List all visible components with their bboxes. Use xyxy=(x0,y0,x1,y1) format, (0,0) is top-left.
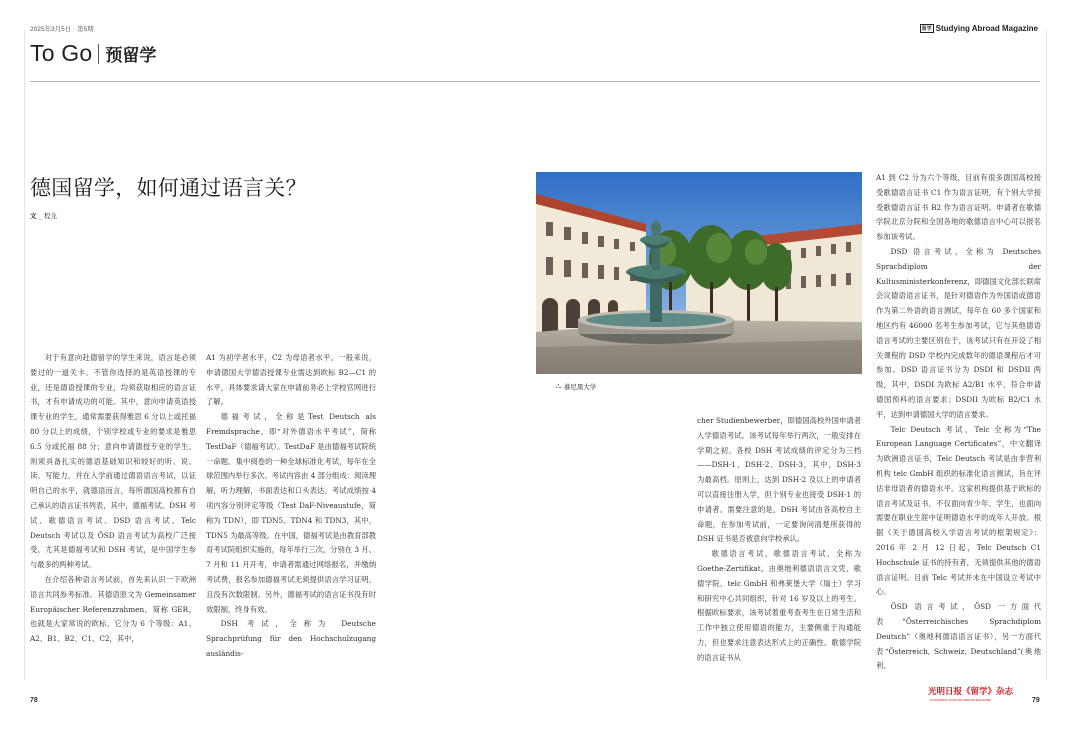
author: 程龙 xyxy=(43,212,57,220)
section-title-cn: 预留学 xyxy=(105,46,157,66)
page-edge-right xyxy=(1046,30,1047,680)
paragraph: 在介绍各种语言考试前，首先来认识一下欧洲语言共同参考标准。其德语原文为 Gemeinsamer Europäischer Referenzrahmen，简称 GER，也就是大家常说的欧标。它分为 6 个等级：A1、A2、B1、B2、C1、C2，其中， xyxy=(30,574,196,644)
paragraph: Telc Deutsch 考试，Telc 全称为“The European Language Certificates”，中文翻译为欧洲语言证书，Telc Deutsch 考试是由非营利机构 telc GmbH 组织的标准化语言测试，旨在评估非母语者的德语水平。这家机构提供基于欧标的语言考试及证书，不仅面向青少年、学生，也面向需要在职业生涯中证明德语水平的成年人开放。根据《关于德国高校入学语言考试的框架规定》：2016 年 2 月 12 日起，Telc Deutsch C1 Hochschule 证书的持有者，无须提供其他的德语语言证明。目前 Telc 考试并未在中国设立考试中心。 xyxy=(876,424,1041,597)
column-2 xyxy=(206,351,376,681)
page-number-right: 79 xyxy=(1032,697,1040,704)
paragraph: 德福考试，全称是Test Deutsch als Fremdsprache，即“对外德语水平考试”，简称 TestDaF（德福考试）。TestDaF 是由德福考试院统一命题、集中阅卷的一种全球标准化考试，每年在全球范围内举行多次。考试内容由 4 部分组成：阅读理解，听力理解，书面表达和口头表达。考试成绩按 4 项内容分别评定等级（Test DaF-Niveaustufe，简称为 TDN），即 TDN5、TDN4 和 TDN3，其中，TDN5 为最高等级。在中国，德福考试是由教育部教育考试院组织实施的，每年举行三次，分别在 3 月、7 月和 11 月开考，申请者需通过网络报名，并缴纳考试费，报名参加德福考试无须提供语言学习证明，且没有次数限制。另外，德福考试的语言证书没有时效限制，终身有效。 xyxy=(206,412,376,614)
column-4 xyxy=(876,171,1041,681)
page-number-left: 78 xyxy=(30,697,38,704)
paragraph: A1 为初学者水平，C2 为母语者水平。一般来说，申请德国大学德语授课专业需达到欧标 B2—C1 的水平，具体要求请大家在申请前务必上学校官网进行了解。 xyxy=(206,353,376,407)
byline-prefix: 文 xyxy=(30,212,37,220)
photo-illustration xyxy=(536,172,862,374)
byline: 文 _ 程龙 xyxy=(30,212,57,220)
logo-mark xyxy=(928,684,1028,704)
header-rule xyxy=(30,81,1040,82)
magazine-logo xyxy=(928,684,1028,708)
paragraph: DSD 语言考试，全称为 Deutsches Sprachdiplom der Kultusministerkonferenz，即德国文化部长联席会议德语语言证书，是针对德语作为外国语或德语作为第二外语的语言测试，每年在 60 多个国家和地区约有 46000 名考生参加考试，它与其他德语语言考试的主要区别在于，该考试只有在开设了相关课程的 DSD 学校内完成数年的德语课程后才可参加。DSD 语言证书分为 DSDI 和 DSDII 两级，其中，DSDI 为欧标 A2/B1 水平，符合申请德国预科的语言要求；DSDII 为欧标 B2/C1 水平，达到申请德国大学的语言要求。 xyxy=(876,246,1041,419)
photo-caption xyxy=(556,382,596,391)
paragraph: 歌德语言考试，歌德语言考试，全称为 Goethe-Zertifikat，由奥地利德语语言文凭、歌德学院、telc GmbH 和弗莱堡大学（瑞士）学习和研究中心共同组织，针对 16 岁及以上的考生。根据欧标要求，该考试着重考查考生在日常生活和工作中独立使用德语的能力，主要侧重于沟通能力，但也要求注意表达形式上的正确性。歌德学院的语言证书从 xyxy=(697,549,861,662)
university-photo xyxy=(536,172,862,374)
section-title-en: To Go xyxy=(30,40,93,66)
magazine-title xyxy=(920,24,1038,33)
magazine-name: Studying Abroad Magazine xyxy=(935,24,1038,33)
paragraph: ÖSD 语言考试，ÖSD 一方面代表“Österreichisches Sprachdiplom Deutsch”（奥地利德语语言证书），另一方面代表“Österreich, Schweiz, Deutschland”(奥地利、 xyxy=(876,602,1041,671)
paragraph: A1 到 C2 分为六个等级，目前有很多德国高校接受歌德语言证书 C1 作为语言证明，有个别大学接受歌德语言证书 B2 作为语言证明。申请者在歌德学院北京分院和全国各地的歌德语言中心可以报名参加该考试。 xyxy=(876,173,1041,242)
issue-date: 2025年3月5日 · 第5期 xyxy=(30,26,94,33)
column-3 xyxy=(697,414,861,682)
paragraph: 对于有意向赴德留学的学生来说，语言是必须要过的一道关卡。不管你选择的是英语授课的专业，还是德语授课的专业，均须获取相应的语言证书，才有申请成功的可能。其中，意向申请英语授课专业的学生，通常需要获得雅思 6 分以上或托福 80 分以上的成绩，个别学校或专业的要求是雅思 6.5 分或托福 88 分；意向申请德授专业的学生，则须具备扎实的德语基础知识和较好的听、说、读、写能力，并在入学前通过德语语言考试，以证明自己的水平，就德语而言，每所德国高校都有自己承认的语言证书列表，其中，德福考试、DSH 考试、歌德语言考试、DSD 语言考试、Telc Deutsch 考试以及 ÖSD 语言考试为高校广泛接受，尤其是德福考试和 DSH 考试，是中国学生参与最多的两种考试。 xyxy=(30,353,196,570)
caption-text: 慕尼黑大学 xyxy=(563,383,597,391)
section-heading xyxy=(30,40,156,67)
column-1 xyxy=(30,351,196,681)
article-title: 德国留学，如何通过语言关？ xyxy=(30,176,307,200)
page-edge-left xyxy=(24,30,25,680)
paragraph: DSH 考试，全称为 Deutsche Sprachprüfung für den Hochschulzugang ausländis- xyxy=(206,619,376,658)
magazine-seal: 留学 xyxy=(921,26,932,32)
camera-icon: ⛬ xyxy=(556,382,561,390)
paragraph: cher Studienbewerber，即德国高校外国申请者入学德语考试。该考试每年举行两次，一般安排在学期之初。各校 DSH 考试成绩的评定分为三档——DSH-1、DSH-2、DSH-3，其中，DSH-3 为最高档。原则上，达到 DSH-2 及以上的申请者可以直接注册入学，但个别专业也接受 DSH-1 的申请者。需要注意的是，DSH 考试由各高校自主命题，在参加考试前，一定要询问清楚所获得的 DSH 证书是否被意向学校承认。 xyxy=(697,416,861,544)
svg-text:GUANGMING STUDYING ABROAD MAGA: GUANGMING STUDYING ABROAD MAGAZINE xyxy=(930,698,991,702)
section-divider xyxy=(98,44,99,64)
svg-text:光明日报《留学》杂志: 光明日报《留学》杂志 xyxy=(928,687,1014,697)
